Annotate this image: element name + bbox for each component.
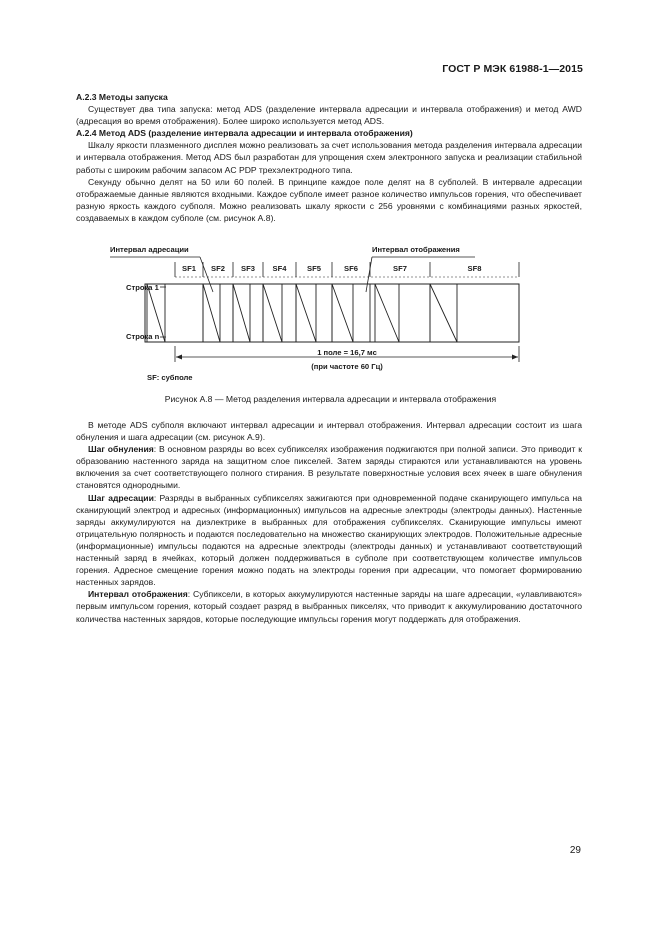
subfield-label-sf1: SF1 <box>182 264 196 273</box>
display-interval-term: Интервал отображения <box>88 589 188 600</box>
duration-arrow-right <box>512 355 518 360</box>
subfield-legend: SF: субполе <box>147 373 193 382</box>
subfield-label-sf2: SF2 <box>211 264 225 273</box>
field-frequency-note: (при частоте 60 Гц) <box>311 362 383 371</box>
reset-step-paragraph <box>76 443 582 491</box>
subfield-label-sf3: SF3 <box>241 264 255 273</box>
addressing-ramp-sf7 <box>375 284 399 342</box>
ads-intro-paragraph: В методе ADS субполя включают интервал адресации и интервал отображения. Интервал адресации состоит из шага обнуления и шага адресации (см. рисунок А.9). <box>76 420 582 443</box>
figure-caption: Рисунок А.8 — Метод разделения интервала адресации и интервала отображения <box>164 394 497 404</box>
display-pointer <box>366 257 372 292</box>
addressing-ramp-sf6 <box>332 284 353 342</box>
document-header: ГОСТ Р МЭК 61988-1—2015 <box>442 63 583 75</box>
subfield-label-sf7: SF7 <box>393 264 407 273</box>
address-step-text: : Разряды в выбранных субпикселях зажигаются при одновременной подаче сканирующего импульса на сканирующий электрод и адресных (информационных) импульсов на адресные электроды (электроды данных). Настенные заряды аккумулируются на диэлектрике в выбранных для отображения субпикселях. Сканирующие импульсы имеют отрицательную полярность и подаются последовательно на множество сканирующих электродов. Положительные адресные (информационные) импульсы подаются на адресные электроды (электроды данных) и устанавливают соответствующий настенный заряд в ячейках, который должен поддерживаться в субполе при соответствующем количестве импульсов горения. Адресное смещение горения можно подать на электроды горения при адресации, что помогает формированию настенных зарядов. <box>76 492 582 588</box>
display-interval-paragraph <box>76 588 582 624</box>
address-step-term: Шаг адресации <box>88 492 154 503</box>
addressing-ramp-sf3 <box>233 284 250 342</box>
duration-arrow-left <box>176 355 182 360</box>
subfield-label-sf4: SF4 <box>272 264 287 273</box>
display-interval-label: Интервал отображения <box>372 245 460 254</box>
addressing-pointer <box>200 257 213 292</box>
addressing-ramp-sf5 <box>296 284 316 342</box>
page-number: 29 <box>569 845 581 856</box>
addressing-ramp-sf8 <box>430 284 457 342</box>
display-interval-text: : Субпиксели, в которых аккумулируются настенные заряды на шаге адресации, «улавливаются» первым импульсом горения, который создает разряд в выбранных пикселях, что приводит к аккумулированию достаточного количества настенных зарядов, которые последующие импульсы горения могут поддержать для отображения. <box>76 589 582 624</box>
section-a24-heading: А.2.4 Метод ADS (разделение интервала адресации и интервала отображения) <box>76 128 413 139</box>
body-text <box>76 419 582 625</box>
subfield-label-sf5: SF5 <box>307 264 321 273</box>
section-a24-paragraph-1: Шкалу яркости плазменного дисплея можно реализовать за счет использования метода разделения интервала адресации и интервала отображения. Метод ADS был разработан для упрощения схем электронного запуска и реализации стабильной работы с широким рабочим запасом AC PDP трехэлектродного типа. <box>76 140 582 175</box>
subfield-label-sf6: SF6 <box>344 264 358 273</box>
subfield-cells <box>147 284 457 342</box>
address-step-paragraph <box>76 492 582 589</box>
section-a23-paragraph: Существует два типа запуска: метод ADS (разделение интервала адресации и интервала отображения) и метод AWD (адресация во время отображения). Более широко используется метод ADS. <box>76 104 582 127</box>
subfield-label-sf8: SF8 <box>467 264 482 273</box>
row-last-label: Строка n <box>126 332 160 341</box>
reset-step-text: : В основном разряды во всех субпикселях изображения поджигаются при полной записи. Это приводит к образованию настенного заряда на защитном слое пикселей. Затем заряды стираются или устанавливаются на уровень включения за счет соответствующего полного стирания. В результате поверхностные условия всех ячеек в шаге обнуления становятся однородными. <box>76 444 582 491</box>
addressing-ramp-sf2 <box>203 284 220 342</box>
row-first-label: Строка 1 <box>126 283 159 292</box>
field-duration-label: 1 поле = 16,7 мс <box>317 348 377 357</box>
addressing-interval-label: Интервал адресации <box>110 245 189 254</box>
reset-step-term: Шаг обнуления <box>88 444 154 455</box>
section-a24-paragraph-2: Секунду обычно делят на 50 или 60 полей. В принципе каждое поле делят на 8 субполей. В интервале адресации отображаемые данные являются входными. Каждое субполе имеет разное количество импульсов горения, что обеспечивает разную яркость каждого субполя. Можно реализовать шкалу яркости с 256 уровнями с комбинациями разных яркостей, создаваемых в каждом субполе (см. рисунок А.8). <box>76 176 582 223</box>
figure-a8 <box>0 0 661 390</box>
addressing-ramp-sf4 <box>263 284 282 342</box>
section-a23-heading: А.2.3 Методы запуска <box>76 92 168 102</box>
